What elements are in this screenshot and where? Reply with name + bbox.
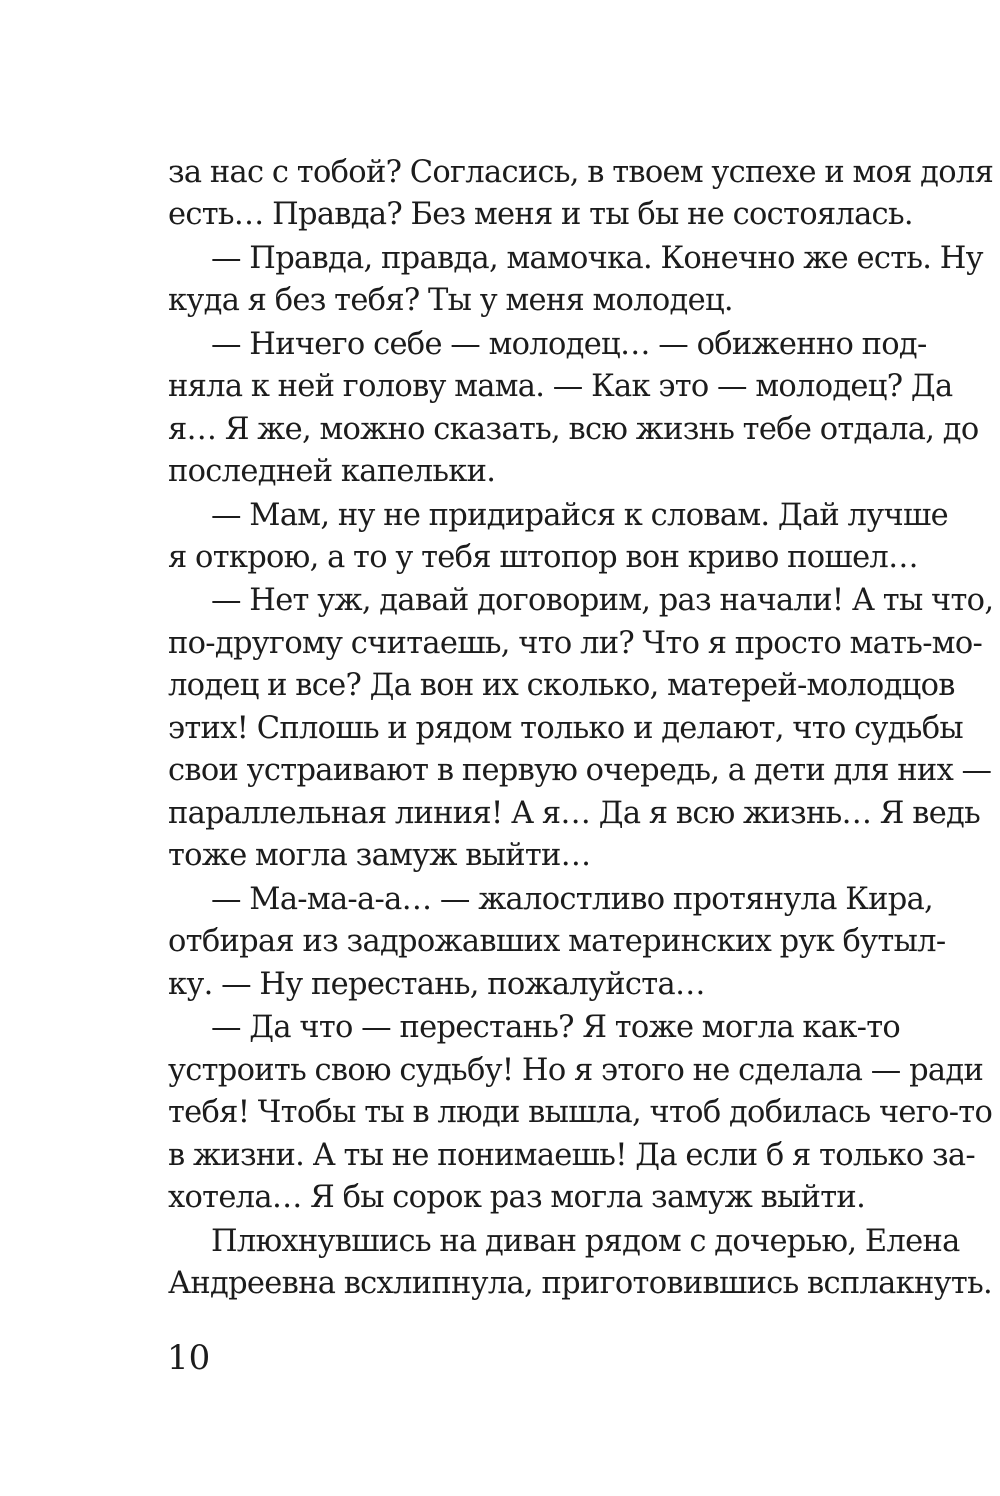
text-line: ку. — Ну перестань, пожалуйста… <box>168 967 705 1002</box>
text-line: я открою, а то у тебя штопор вон криво пошел… <box>168 540 918 575</box>
text-line: устроить свою судьбу! Но я этого не сделала — ради <box>168 1053 984 1088</box>
text-line: — Ма-ма-а-а… — жалостливо протянула Кира, <box>211 882 934 917</box>
text-line: няла к ней голову мама. — Как это — молодец? Да <box>168 369 953 404</box>
text-line: я… Я же, можно сказать, всю жизнь тебе отдала, до <box>168 412 979 447</box>
text-line: хотела… Я бы сорок раз могла замуж выйти. <box>168 1180 866 1215</box>
text-line: — Мам, ну не придирайся к словам. Дай лучше <box>211 498 948 533</box>
text-line: — Ничего себе — молодец… — обиженно под- <box>211 327 927 362</box>
text-line: параллельная линия! А я… Да я всю жизнь… Я ведь <box>168 796 981 831</box>
text-line: по-другому считаешь, что ли? Что я просто мать-мо- <box>168 626 983 661</box>
text-line: Плюхнувшись на диван рядом с дочерью, Елена <box>211 1224 960 1259</box>
page-number: 10 <box>167 1338 211 1378</box>
text-line: — Правда, правда, мамочка. Конечно же есть. Ну <box>211 241 983 276</box>
text-line: есть… Правда? Без меня и ты бы не состоялась. <box>168 197 913 232</box>
text-line: Андреевна всхлипнула, приготовившись всплакнуть. <box>168 1266 992 1301</box>
text-line: тебя! Чтобы ты в люди вышла, чтоб добилась чего-то <box>168 1095 993 1130</box>
text-line: в жизни. А ты не понимаешь! Да если б я только за- <box>168 1138 976 1173</box>
text-line: куда я без тебя? Ты у меня молодец. <box>168 283 733 318</box>
text-line: — Да что — перестань? Я тоже могла как-то <box>211 1010 901 1045</box>
text-line: — Нет уж, давай договорим, раз начали! А ты что, <box>211 583 994 618</box>
text-line: отбирая из задрожавших материнских рук бутыл- <box>168 924 946 959</box>
text-line: лодец и все? Да вон их сколько, матерей-молодцов <box>168 668 955 703</box>
text-line: этих! Сплошь и рядом только и делают, что судьбы <box>168 711 963 746</box>
text-line: за нас с тобой? Согласись, в твоем успехе и моя доля <box>168 155 994 190</box>
text-line: свои устраивают в первую очередь, а дети для них — <box>168 753 992 788</box>
text-line: последней капельки. <box>168 454 496 489</box>
text-line: тоже могла замуж выйти… <box>168 838 591 873</box>
